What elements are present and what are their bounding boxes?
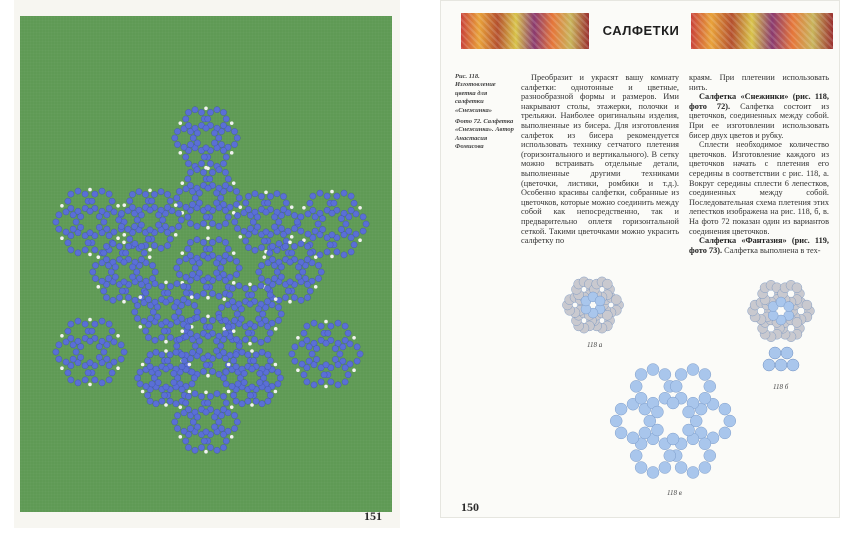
paragraph-text: Салфетка состоит из цветочков, соединенных между собой. При ее изготовлении использовать бисер двух цветов и рубку. <box>689 101 830 140</box>
paragraph: Сплести необходимое количество цветочков. Изготовление каждого из цветочков начать с плетения его середины в соответствии с рис. 118, а. Вокруг середины сплести 6 лепестков, соединенных между собой. Последовательная схема плетения этих лепестков изображена на рис. 118, б, в. На фото 72 показан один из вариантов соединения цветочков. <box>689 140 829 236</box>
paragraph-heading: Салфетка «Фантазия» (рис. 119, фото 73). <box>689 236 829 255</box>
section-title: САЛФЕТКИ <box>591 13 691 49</box>
bead-flower <box>748 280 815 341</box>
bead-banner-left <box>461 13 589 49</box>
paragraph-heading: Салфетка «Снежинки» (рис. 118, фото 72). <box>689 92 829 111</box>
text-column-right <box>689 73 829 255</box>
page-number-left: 151 <box>364 509 382 523</box>
bead-flower <box>610 364 736 479</box>
figure-caption <box>455 73 515 155</box>
left-page <box>14 0 400 528</box>
paragraph: Преобразит и украсят вашу комнату салфетки: однотонные и цветные, разнообразной формы и размеров. Ими накрывают столы, этажерки, полочки и трельяжи. Наиболее оригинальны изделия, выполненные из бисера. Для изготовления салфеток из бисера рекомендуется использовать технику сетчатого плетения (горизонтального и вертикального). В сетку можно встраивать отдельные детали, выполненные другими техниками (цветочки, листики, ромбики и т.д.). Особенно красивы салфетки, собранные из цветочков, которые можно соединить между собой как непосредственно, так и предварительно оплетя горизонтальной сеткой. Такими цветочками можно украсить салфетку по <box>521 73 679 246</box>
figure-label-b: 118 б <box>773 383 789 391</box>
page-number-right: 150 <box>461 500 479 514</box>
paragraph <box>689 92 829 140</box>
caption-line: Фото 72. Салфетка «Снежинка». Автор Анастасия Фомисова <box>455 118 514 151</box>
bead-flower <box>53 188 127 256</box>
figure-118-diagrams <box>441 271 839 503</box>
bead-flower <box>172 107 241 170</box>
right-page <box>440 0 840 518</box>
paragraph: краям. При плетении использовать нить. <box>689 73 829 92</box>
bead-flower <box>53 318 127 386</box>
paragraph <box>689 236 829 255</box>
caption-line: Рис. 118. Изготовление цветка для салфетки «Снежинка» <box>455 73 496 114</box>
text-column-left <box>521 73 679 246</box>
bead-flower <box>562 277 623 333</box>
snowflake-napkin-photo <box>20 16 392 512</box>
snowflake-napkin-image <box>20 16 392 512</box>
figure-label-c: 118 в <box>667 489 682 497</box>
paragraph-text: Салфетка выполнена в тех- <box>722 245 821 255</box>
bead-banner-right <box>691 13 833 49</box>
figure-label-a: 118 а <box>587 341 603 349</box>
bead-flower <box>289 320 363 388</box>
